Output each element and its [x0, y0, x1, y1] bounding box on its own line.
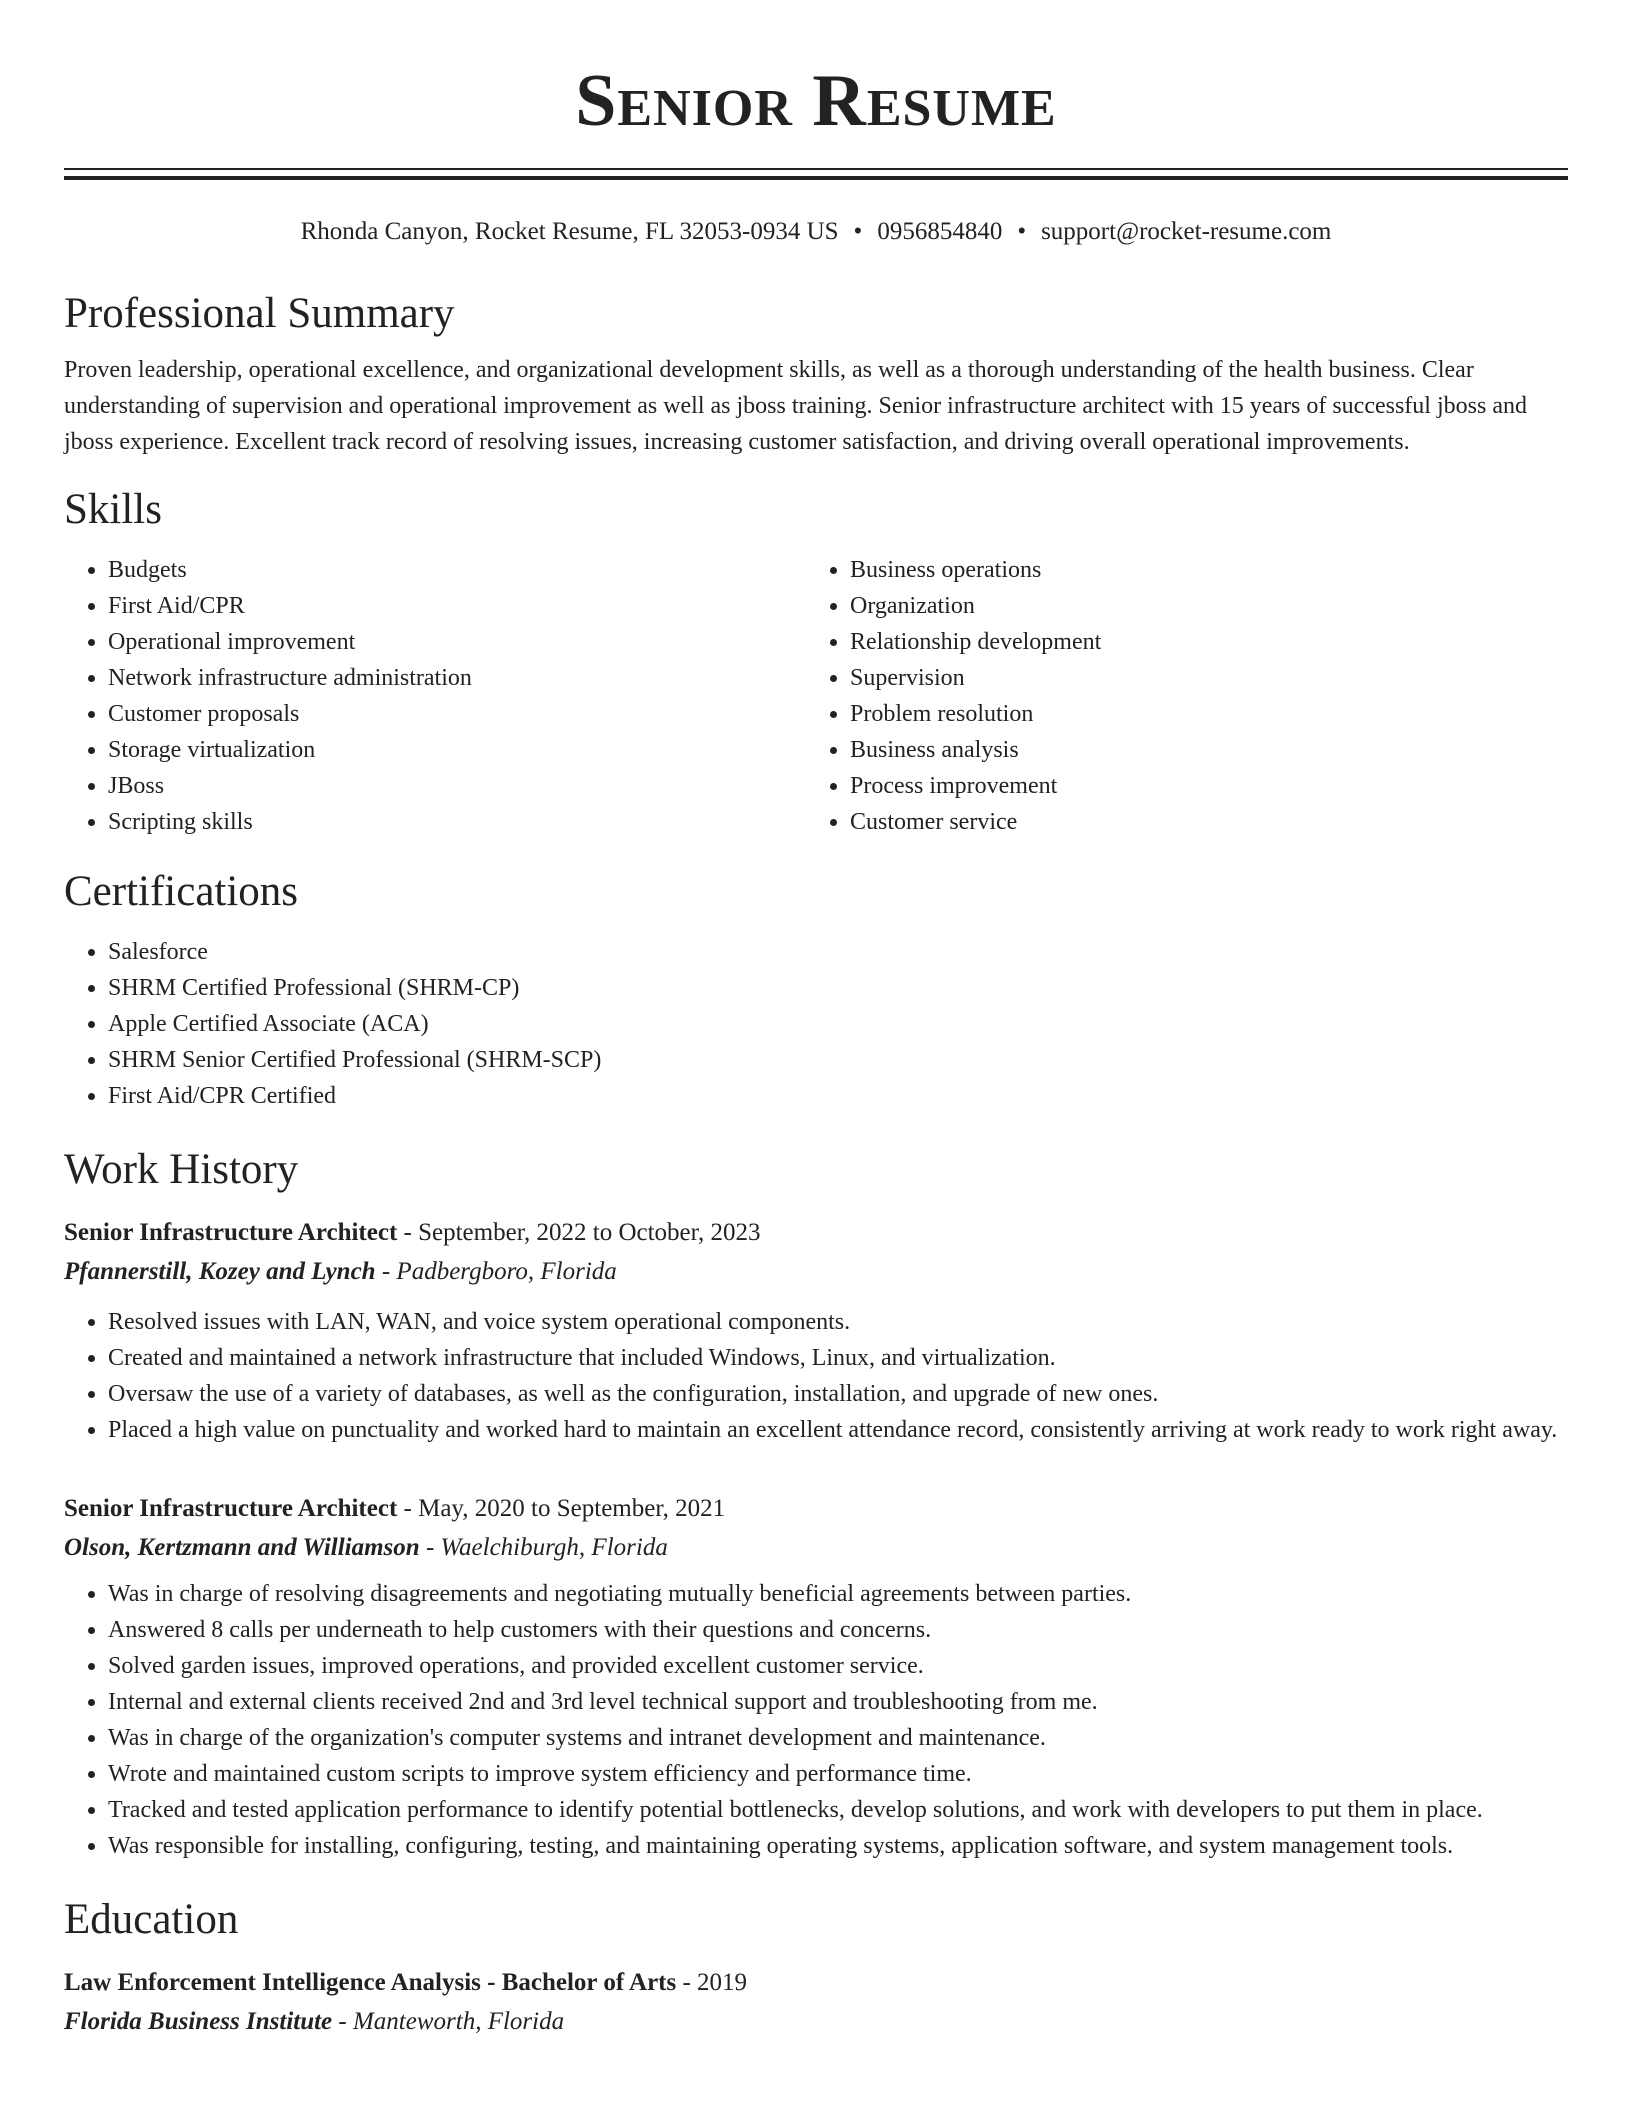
certification-item: • SHRM Senior Certified Professional (SHRM-SCP) — [108, 1042, 1568, 1078]
job-entry — [64, 1490, 1568, 1864]
certification-item: • Salesforce — [108, 934, 1568, 970]
education-location: - Manteworth, Florida — [332, 2008, 565, 2035]
skills-grid — [64, 552, 1568, 840]
certification-item: • Apple Certified Associate (ACA) — [108, 1006, 1568, 1042]
job-bullets — [64, 1304, 1568, 1448]
education-school-line — [64, 2002, 1568, 2042]
work-history-heading: Work History — [64, 1146, 299, 1193]
title-divider — [64, 168, 1568, 182]
contact-separator: • — [853, 218, 863, 245]
job-title: Senior Infrastructure Architect — [64, 1219, 398, 1246]
job-company-line — [64, 1252, 1568, 1292]
contact-separator: • — [1017, 218, 1027, 245]
certifications-list — [64, 934, 1568, 1114]
job-company-line — [64, 1528, 1568, 1568]
resume-title: Senior Resume — [575, 60, 1057, 142]
job-title-line — [64, 1214, 1568, 1252]
skill-item: • Customer proposals — [108, 696, 806, 732]
job-bullet: • Was responsible for installing, configuring, testing, and maintaining operating systems, application software, and system management tools. — [108, 1828, 1568, 1864]
skill-item: • Network infrastructure administration — [108, 660, 806, 696]
skill-item: • Budgets — [108, 552, 806, 588]
contact-phone: 0956854840 — [877, 218, 1003, 245]
skill-item: • Process improvement — [850, 768, 1548, 804]
skills-column-left — [64, 552, 806, 840]
skill-item: • Customer service — [850, 804, 1548, 840]
skills-column-right — [806, 552, 1548, 840]
job-bullet: • Oversaw the use of a variety of databases, as well as the configuration, installation, and upgrade of new ones. — [108, 1376, 1568, 1412]
skill-item: • Problem resolution — [850, 696, 1548, 732]
job-bullet: • Was in charge of resolving disagreements and negotiating mutually beneficial agreements between parties. — [108, 1576, 1568, 1612]
job-bullet: • Answered 8 calls per underneath to help customers with their questions and concerns. — [108, 1612, 1568, 1648]
job-bullets — [64, 1576, 1568, 1864]
job-entry — [64, 1214, 1568, 1448]
skill-item: • Supervision — [850, 660, 1548, 696]
education-school: Florida Business Institute — [64, 2008, 333, 2035]
skill-item: • JBoss — [108, 768, 806, 804]
summary-heading: Professional Summary — [64, 290, 455, 337]
contact-line — [64, 216, 1568, 248]
education-degree-line — [64, 1964, 1568, 2002]
skill-item: • Business operations — [850, 552, 1548, 588]
job-bullet: • Placed a high value on punctuality and worked hard to maintain an excellent attendance record, consistently arriving at work ready to work right away. — [108, 1412, 1568, 1448]
skill-item: • Business analysis — [850, 732, 1548, 768]
job-bullet: • Created and maintained a network infrastructure that included Windows, Linux, and virtualization. — [108, 1340, 1568, 1376]
skills-heading: Skills — [64, 486, 162, 533]
job-bullet: • Was in charge of the organization's computer systems and intranet development and maintenance. — [108, 1720, 1568, 1756]
skills-list-left — [64, 552, 806, 840]
job-location: - Padbergboro, Florida — [375, 1258, 617, 1285]
education-year: - 2019 — [676, 1969, 748, 1996]
job-company: Olson, Kertzmann and Williamson — [64, 1534, 420, 1561]
job-bullet: • Resolved issues with LAN, WAN, and voice system operational components. — [108, 1304, 1568, 1340]
skill-item: • Scripting skills — [108, 804, 806, 840]
contact-email: support@rocket-resume.com — [1041, 218, 1332, 245]
certification-item: • SHRM Certified Professional (SHRM-CP) — [108, 970, 1568, 1006]
skill-item: • Storage virtualization — [108, 732, 806, 768]
education-heading: Education — [64, 1896, 239, 1943]
job-bullet: • Wrote and maintained custom scripts to improve system efficiency and performance time. — [108, 1756, 1568, 1792]
job-bullet: • Internal and external clients received 2nd and 3rd level technical support and troubleshooting from me. — [108, 1684, 1568, 1720]
job-title: Senior Infrastructure Architect — [64, 1495, 398, 1522]
job-bullet: • Tracked and tested application performance to identify potential bottlenecks, develop solutions, and work with developers to put them in place. — [108, 1792, 1568, 1828]
resume-page — [64, 0, 1568, 2042]
summary-text: Proven leadership, operational excellence, and organizational development skills, as well as a thorough understanding of the health business. Clear understanding of supervision and operational improvement as well as jboss training. Senior infrastructure architect with 15 years of successful jboss and jboss experience. Excellent track record of resolving issues, increasing customer satisfaction, and driving overall operational improvements. — [64, 357, 1527, 455]
job-dates: - September, 2022 to October, 2023 — [397, 1219, 761, 1246]
job-title-line — [64, 1490, 1568, 1528]
contact-address: Rhonda Canyon, Rocket Resume, FL 32053-0934 US — [300, 218, 839, 245]
education-degree: Law Enforcement Intelligence Analysis - Bachelor of Arts — [64, 1969, 677, 1996]
skill-item: • Relationship development — [850, 624, 1548, 660]
skill-item: • Operational improvement — [108, 624, 806, 660]
certification-item: • First Aid/CPR Certified — [108, 1078, 1568, 1114]
job-company: Pfannerstill, Kozey and Lynch — [64, 1258, 376, 1285]
job-location: - Waelchiburgh, Florida — [419, 1534, 668, 1561]
skills-list-right — [806, 552, 1548, 840]
certifications-heading: Certifications — [64, 868, 299, 915]
skill-item: • First Aid/CPR — [108, 588, 806, 624]
skill-item: • Organization — [850, 588, 1548, 624]
job-dates: - May, 2020 to September, 2021 — [397, 1495, 726, 1522]
job-bullet: • Solved garden issues, improved operations, and provided excellent customer service. — [108, 1648, 1568, 1684]
